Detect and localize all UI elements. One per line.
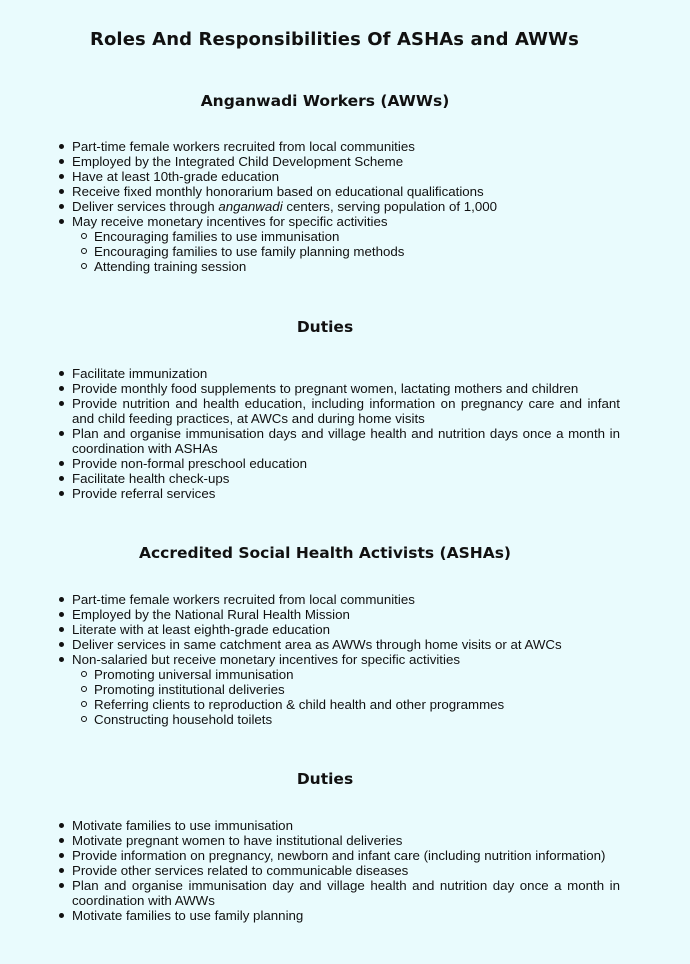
list-item: Part-time female workers recruited from local communities — [72, 592, 620, 607]
list-item: Plan and organise immunisation day and village health and nutrition day once a month in coordination with AWWs — [72, 878, 620, 908]
sub-list-item: Promoting universal immunisation — [94, 667, 620, 682]
aww-heading: Anganwadi Workers (AWWs) — [200, 92, 450, 110]
list-item: Receive fixed monthly honorarium based on educational qualifications — [72, 184, 620, 199]
list-item — [72, 214, 620, 274]
list-item: Motivate pregnant women to have institutional deliveries — [72, 833, 620, 848]
deliver-prefix: Deliver services through — [72, 199, 219, 214]
aww-sub-list — [72, 229, 620, 274]
list-item: Provide nutrition and health education, including information on pregnancy care and infant and child feeding practices, at AWCs and during home visits — [72, 396, 620, 426]
list-item — [72, 199, 620, 214]
list-item: Motivate families to use immunisation — [72, 818, 620, 833]
sub-list-item: Encouraging families to use immunisation — [94, 229, 620, 244]
list-item: Provide non-formal preschool education — [72, 456, 620, 471]
asha-duties-list — [72, 818, 620, 923]
list-item: Part-time female workers recruited from local communities — [72, 139, 620, 154]
asha-duties-heading: Duties — [296, 770, 354, 788]
list-item: Provide referral services — [72, 486, 620, 501]
sub-list-item: Promoting institutional deliveries — [94, 682, 620, 697]
list-item: Facilitate health check-ups — [72, 471, 620, 486]
list-item: Provide monthly food supplements to pregnant women, lactating mothers and children — [72, 381, 620, 396]
sub-list-item: Referring clients to reproduction & child health and other programmes — [94, 697, 620, 712]
list-item: Employed by the Integrated Child Development Scheme — [72, 154, 620, 169]
list-item: Plan and organise immunisation days and village health and nutrition days once a month in coordination with ASHAs — [72, 426, 620, 456]
aww-duties-list — [72, 366, 620, 501]
sub-list-item: Constructing household toilets — [94, 712, 620, 727]
aww-duties-heading: Duties — [296, 318, 354, 336]
list-item: Have at least 10th-grade education — [72, 169, 620, 184]
sub-list-item: Attending training session — [94, 259, 620, 274]
list-item: Provide other services related to communicable diseases — [72, 863, 620, 878]
asha-heading: Accredited Social Health Activists (ASHAs) — [138, 544, 512, 562]
list-item: Motivate families to use family planning — [72, 908, 620, 923]
deliver-emphasis: anganwadi — [218, 199, 283, 214]
incentives-text: Non-salaried but receive monetary incentives for specific activities — [72, 652, 460, 667]
list-item: Deliver services in same catchment area as AWWs through home visits or at AWCs — [72, 637, 620, 652]
asha-sub-list — [72, 667, 620, 727]
deliver-suffix: centers, serving population of 1,000 — [282, 199, 498, 214]
document-title: Roles And Responsibilities Of ASHAs and AWWs — [90, 29, 579, 50]
asha-list — [72, 592, 620, 727]
list-item: Employed by the National Rural Health Mission — [72, 607, 620, 622]
aww-list — [72, 139, 620, 274]
sub-list-item: Encouraging families to use family planning methods — [94, 244, 620, 259]
list-item — [72, 652, 620, 727]
incentives-text: May receive monetary incentives for specific activities — [72, 214, 388, 229]
list-item: Provide information on pregnancy, newborn and infant care (including nutrition information) — [72, 848, 620, 863]
list-item: Facilitate immunization — [72, 366, 620, 381]
list-item: Literate with at least eighth-grade education — [72, 622, 620, 637]
